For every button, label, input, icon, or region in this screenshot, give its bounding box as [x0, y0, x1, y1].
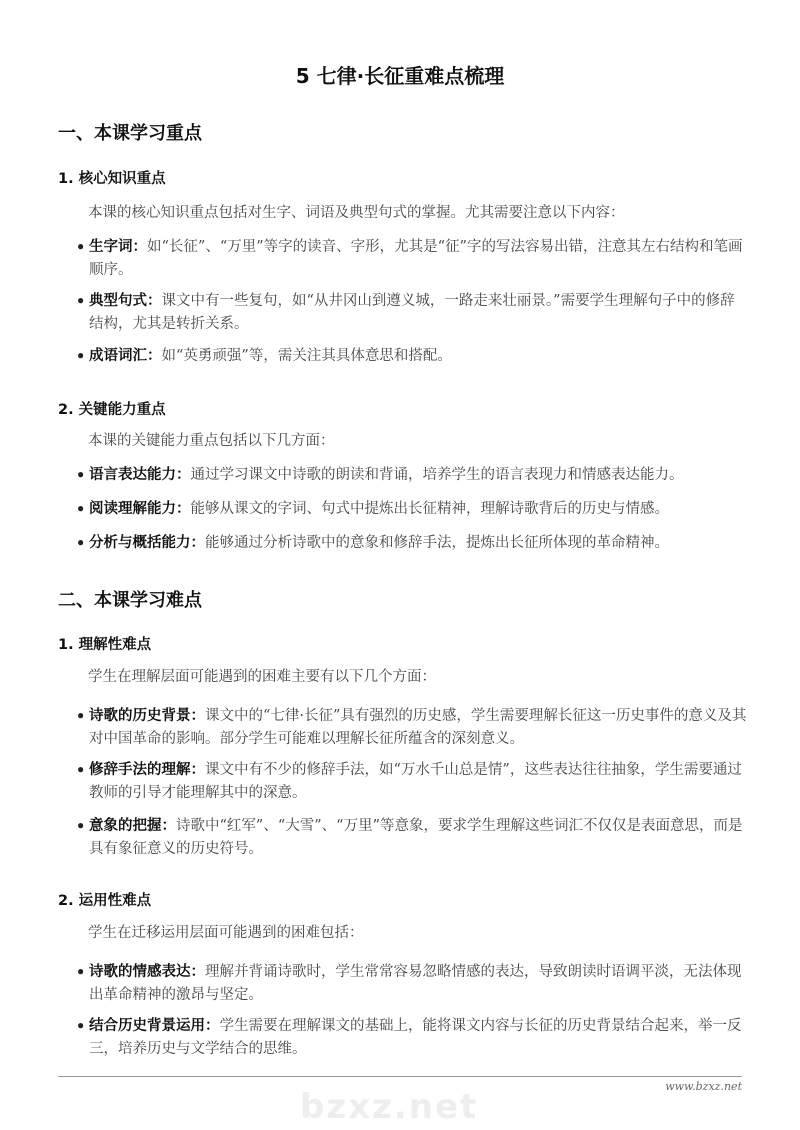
footer-divider	[58, 1076, 742, 1077]
list-item	[76, 498, 748, 521]
subsection-heading: 1. 核心知识重点	[58, 171, 166, 187]
bullet-icon: •	[76, 818, 86, 835]
list-item-label: 意象的把握：	[89, 818, 176, 834]
list-item	[76, 345, 748, 368]
bullet-icon: •	[76, 535, 86, 552]
list-item-text: 如“长征”、“万里”等字的读音、字形，尤其是“征”字的写法容易出错，注意其左右结构和笔画顺序。	[89, 239, 743, 278]
bullet-icon: •	[76, 762, 86, 779]
list-item-label: 结合历史背景运用：	[89, 1018, 220, 1034]
list-item-label: 诗歌的情感表达：	[89, 964, 205, 980]
list-item-text: 课文中的“七律·长征”具有强烈的历史感，学生需要理解长征这一历史事件的意义及其对中国革命的影响。部分学生可能难以理解长征所蕴含的深刻意义。	[89, 708, 747, 747]
paragraph: 本课的关键能力重点包括以下几方面：	[88, 433, 335, 449]
list-item	[76, 815, 748, 861]
list-item	[76, 1015, 748, 1061]
list-item-label: 阅读理解能力：	[89, 501, 191, 517]
subsection-heading: 2. 运用性难点	[58, 893, 152, 909]
bullet-icon: •	[76, 239, 86, 256]
paragraph: 学生在理解层面可能遇到的困难主要有以下几个方面：	[88, 669, 436, 685]
bullet-icon: •	[76, 1018, 86, 1035]
list-item	[76, 290, 748, 336]
list-item	[76, 961, 748, 1007]
list-item	[76, 464, 748, 487]
bullet-icon: •	[76, 501, 86, 518]
list-item-label: 分析与概括能力：	[89, 535, 205, 551]
bullet-icon: •	[76, 708, 86, 725]
list-item-text: 学生需要在理解课文的基础上，能将课文内容与长征的历史背景结合起来，举一反三，培养历史与文学结合的思维。	[89, 1018, 742, 1057]
list-item	[76, 532, 748, 555]
list-item-label: 生字词：	[89, 239, 147, 255]
list-item-label: 成语词汇：	[89, 348, 162, 364]
list-item-label: 诗歌的历史背景：	[89, 708, 205, 724]
list-item-text: 课文中有一些复句，如“从井冈山到遵义城，一路走来壮丽景。”需要学生理解句子中的修辞结构，尤其是转折关系。	[89, 293, 735, 332]
bullet-icon: •	[76, 467, 86, 484]
list-item	[76, 705, 748, 751]
list-item-label: 修辞手法的理解：	[89, 762, 205, 778]
bullet-icon: •	[76, 293, 86, 310]
list-item	[76, 759, 748, 805]
list-item-label: 语言表达能力：	[89, 467, 191, 483]
list-item-text: 能够从课文的字词、句式中提炼出长征精神，理解诗歌背后的历史与情感。	[190, 501, 669, 517]
paragraph: 本课的核心知识重点包括对生字、词语及典型句式的掌握。尤其需要注意以下内容：	[88, 205, 625, 221]
list-item-text: 通过学习课文中诗歌的朗读和背诵，培养学生的语言表现力和情感表达能力。	[190, 467, 684, 483]
subsection-heading: 2. 关键能力重点	[58, 402, 166, 418]
bullet-icon: •	[76, 964, 86, 981]
subsection-heading: 1. 理解性难点	[58, 637, 152, 653]
list-item-text: 如“英勇顽强”等，需关注其具体意思和搭配。	[161, 348, 452, 364]
section-heading: 二、本课学习难点	[58, 590, 202, 611]
section-heading: 一、本课学习重点	[58, 123, 202, 144]
paragraph: 学生在迁移运用层面可能遇到的困难包括：	[88, 925, 364, 941]
list-item-text: 理解并背诵诗歌时，学生常常容易忽略情感的表达，导致朗读时语调平淡，无法体现出革命精神的激昂与坚定。	[89, 964, 742, 1003]
footer-url: www.bzxz.net	[665, 1080, 742, 1093]
list-item-text: 诗歌中“红军”、“大雪”、“万里”等意象，要求学生理解这些词汇不仅仅是表面意思，而是具有象征意义的历史符号。	[89, 818, 743, 857]
list-item-label: 典型句式：	[89, 293, 162, 309]
list-item-text: 课文中有不少的修辞手法，如“万水千山总是情”，这些表达往往抽象，学生需要通过教师的引导才能理解其中的深意。	[89, 762, 742, 801]
list-item	[76, 236, 748, 282]
document-body	[0, 64, 800, 1061]
list-item-text: 能够通过分析诗歌中的意象和修辞手法，提炼出长征所体现的革命精神。	[205, 535, 669, 551]
watermark: bzxz.net	[300, 1087, 479, 1127]
page-title: 5 七律·长征重难点梳理	[295, 64, 505, 88]
bullet-icon: •	[76, 348, 86, 365]
